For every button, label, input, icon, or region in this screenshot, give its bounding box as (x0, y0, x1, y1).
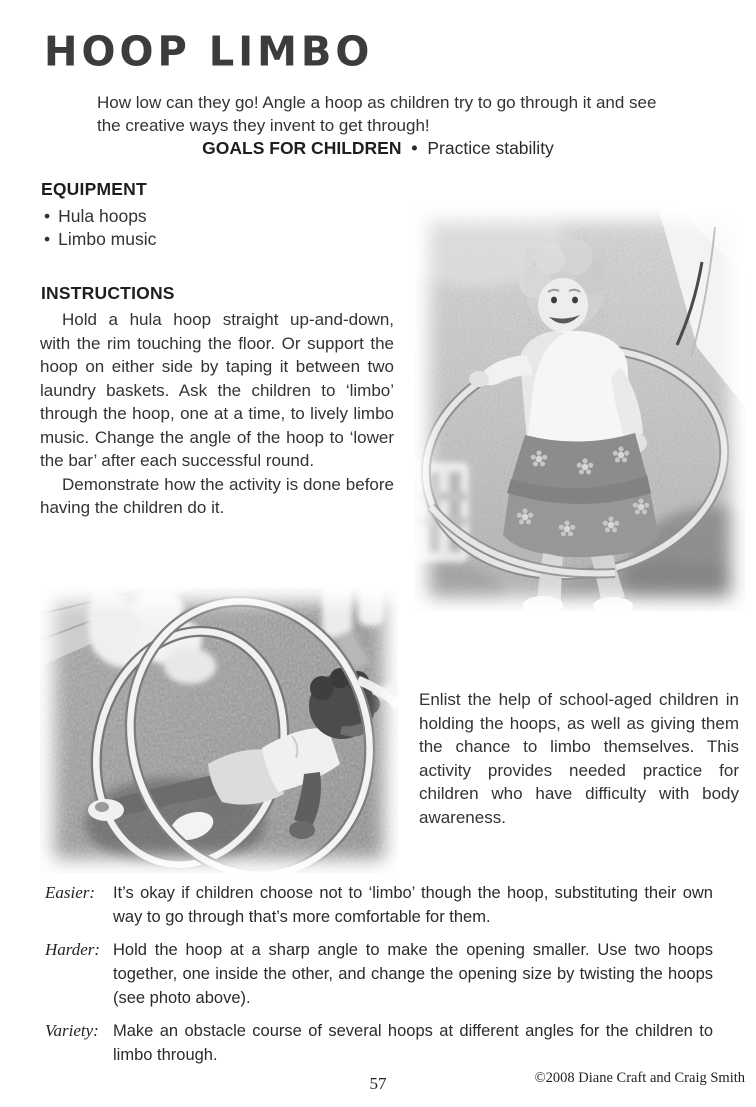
variation-text: It’s okay if children choose not to ‘limbo’ though the hoop, substituting their own way to go through that’s more comfortable for them. (113, 884, 713, 926)
instructions-heading: INSTRUCTIONS (41, 283, 175, 303)
equipment-item-label: Limbo music (58, 229, 157, 249)
equipment-list (44, 205, 156, 251)
variation-text: Hold the hoop at a sharp angle to make the opening smaller. Use two hoops together, one inside the other, and change the opening size by twisting the hoops (see photo above). (113, 941, 713, 1007)
variations-list (45, 881, 713, 1076)
intro-paragraph: How low can they go! Angle a hoop as children try to go through it and see the creative ways they invent to get through! (97, 93, 657, 135)
photo-toddler-hoops-carpet (40, 588, 398, 873)
instructions-paragraph: Demonstrate how the activity is done before having the children do it. (40, 474, 394, 517)
equipment-item-label: Hula hoops (58, 206, 147, 226)
photo-girl-hoop-outdoors (415, 207, 745, 611)
bullet-glyph: • (44, 229, 51, 249)
goals-label: GOALS FOR CHILDREN (202, 138, 402, 158)
photo-girl-hoop-illustration (415, 207, 745, 611)
variation-easier (45, 881, 713, 929)
equipment-heading: EQUIPMENT (41, 179, 147, 199)
variation-harder (45, 938, 713, 1010)
copyright-notice: ©2008 Diane Craft and Craig Smith (534, 1070, 745, 1086)
page-number: 57 (369, 1074, 387, 1093)
page-title: HOOP LIMBO (44, 28, 374, 76)
photo-toddler-hoops-illustration (40, 588, 398, 873)
variation-text: Make an obstacle course of several hoops at different angles for the children to limbo through. (113, 1022, 713, 1064)
goals-line (0, 138, 756, 159)
bullet-glyph: • (44, 206, 51, 226)
equipment-item (44, 205, 156, 228)
variation-variety (45, 1019, 713, 1067)
variation-label: Variety: (45, 1021, 99, 1040)
instructions-paragraph: Hold a hula hoop straight up-and-down, with the rim touching the floor. Or support the hoop on either side by taping it between two laundry baskets. Ask the children to ‘limbo’ through the hoop, one at a time, to lively limbo music. Change the angle of the hoop to ‘lower the bar’ after each successful round. (40, 310, 394, 470)
equipment-item (44, 228, 156, 251)
goals-text: Practice stability (427, 138, 554, 158)
instructions-body (40, 308, 394, 520)
variation-label: Harder: (45, 940, 101, 959)
photo-caption: Enlist the help of school-aged children in holding the hoops, as well as giving them the chance to limbo themselves. This activity provides needed practice for children who have difficulty with body awareness. (419, 690, 739, 827)
variation-label: Easier: (45, 883, 96, 902)
goals-bullet: • (411, 138, 418, 158)
